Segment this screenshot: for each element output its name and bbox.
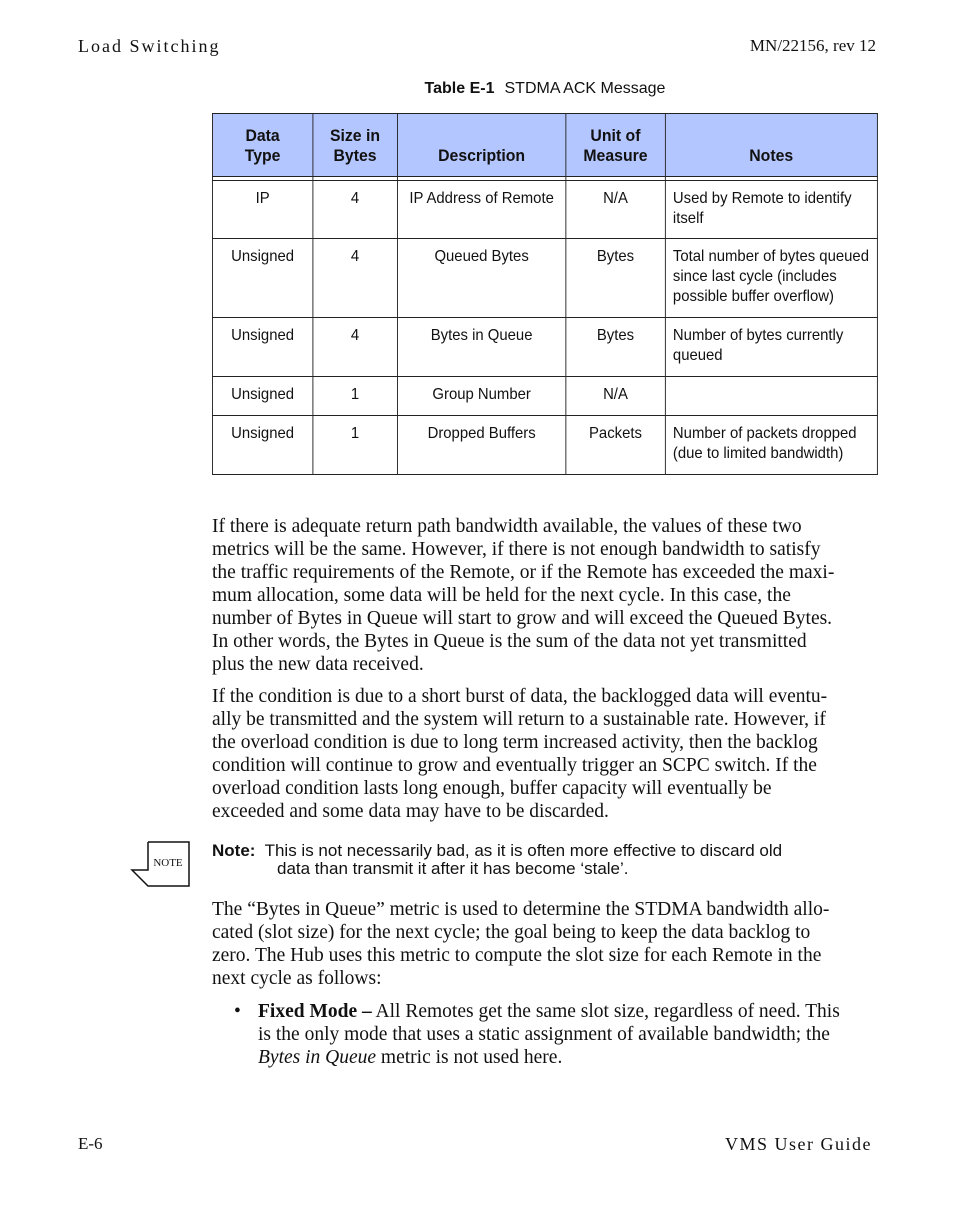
- paragraph-bytes-in-queue: The “Bytes in Queue” metric is used to determine the STDMA bandwidth allo- cated (slot size) for the next cycle; the goal being to keep the data backlog to zero. The Hub uses this metric to compute the slot size for each Remote in the next cycle as follows:: [212, 899, 830, 989]
- column-header-data-type: Data Type: [212, 114, 312, 177]
- cell-type: Unsigned: [212, 239, 312, 318]
- cell-description: Queued Bytes: [397, 239, 566, 318]
- table-title: STDMA ACK Message: [504, 80, 666, 97]
- paragraph-bandwidth: If there is adequate return path bandwidth available, the values of these two metrics will be the same. However, if there is not enough bandwidth to satisfy the traffic requirements of the Remote, or if the Remote has exceeded the maxi- mum allocation, some data will be held for the next cycle. In this case, the number of Bytes in Queue will start to grow and will exceed the Queued Bytes. In other words, the Bytes in Queue is the sum of the data not yet transmitted plus the new data received.: [212, 516, 835, 675]
- note-icon: [130, 840, 190, 888]
- cell-notes: Used by Remote to identify itself: [665, 181, 877, 239]
- note-icon-label: NOTE: [153, 857, 183, 869]
- cell-unit: Packets: [566, 416, 665, 475]
- cell-unit: N/A: [566, 181, 665, 239]
- cell-size: 4: [313, 181, 398, 239]
- cell-notes: Total number of bytes queued since last cycle (includes possible buffer overflow): [665, 239, 877, 318]
- cell-size: 1: [313, 416, 398, 475]
- cell-size: 1: [313, 377, 398, 416]
- cell-type: Unsigned: [212, 377, 312, 416]
- bullet-marker: •: [234, 1001, 241, 1022]
- cell-description: IP Address of Remote: [397, 181, 566, 239]
- cell-type: Unsigned: [212, 318, 312, 377]
- cell-description: Dropped Buffers: [397, 416, 566, 475]
- cell-description: Group Number: [397, 377, 566, 416]
- column-header-notes: Notes: [665, 114, 877, 177]
- table-row: [212, 239, 877, 318]
- table-label: Table E-1: [424, 80, 495, 97]
- table-row: [212, 318, 877, 377]
- cell-notes: Number of bytes currently queued: [665, 318, 877, 377]
- table-row: [212, 416, 877, 475]
- bullet-fixed-mode: Fixed Mode – All Remotes get the same slot size, regardless of need. This is the only mode that uses a static assignment of available bandwidth; the Bytes in Queue metric is not used here.: [258, 1001, 840, 1068]
- cell-size: 4: [313, 239, 398, 318]
- table-header-row: [212, 114, 877, 177]
- cell-type: Unsigned: [212, 416, 312, 475]
- table-caption: [0, 80, 954, 98]
- cell-notes: [665, 377, 877, 416]
- running-header-doc-id: MN/22156, rev 12: [749, 36, 876, 55]
- cell-unit: Bytes: [566, 239, 665, 318]
- page-number: E-6: [78, 1134, 103, 1153]
- column-header-unit: Unit of Measure: [566, 114, 665, 177]
- cell-notes: Number of packets dropped (due to limited bandwidth): [665, 416, 877, 475]
- column-header-description: Description: [397, 114, 566, 177]
- guide-title: VMS User Guide: [725, 1134, 872, 1154]
- running-header-section: Load Switching: [78, 36, 221, 56]
- note-line-1: This is not necessarily bad, as it is often more effective to discard old: [264, 841, 783, 860]
- paragraph-burst: If the condition is due to a short burst of data, the backlogged data will eventu- ally be transmitted and the system will return to a sustainable rate. However, if the overload condition is due to long term increased activity, then the backlog condition will continue to grow and eventually trigger an SCPC switch. If the overload condition lasts long enough, buffer capacity will eventually be exceeded and some data may have to be discarded.: [212, 686, 828, 822]
- cell-unit: N/A: [566, 377, 665, 416]
- table-row: [212, 181, 877, 239]
- note-line-2: data than transmit it after it has become ‘stale’.: [277, 859, 629, 878]
- note-label: Note:: [212, 841, 256, 860]
- cell-unit: Bytes: [566, 318, 665, 377]
- cell-type: IP: [212, 181, 312, 239]
- table-row: [212, 377, 877, 416]
- cell-description: Bytes in Queue: [397, 318, 566, 377]
- stdma-ack-table: [212, 113, 878, 475]
- note-block: [212, 842, 882, 878]
- bullet-term: Fixed Mode –: [258, 1001, 372, 1022]
- column-header-size: Size in Bytes: [313, 114, 398, 177]
- cell-size: 4: [313, 318, 398, 377]
